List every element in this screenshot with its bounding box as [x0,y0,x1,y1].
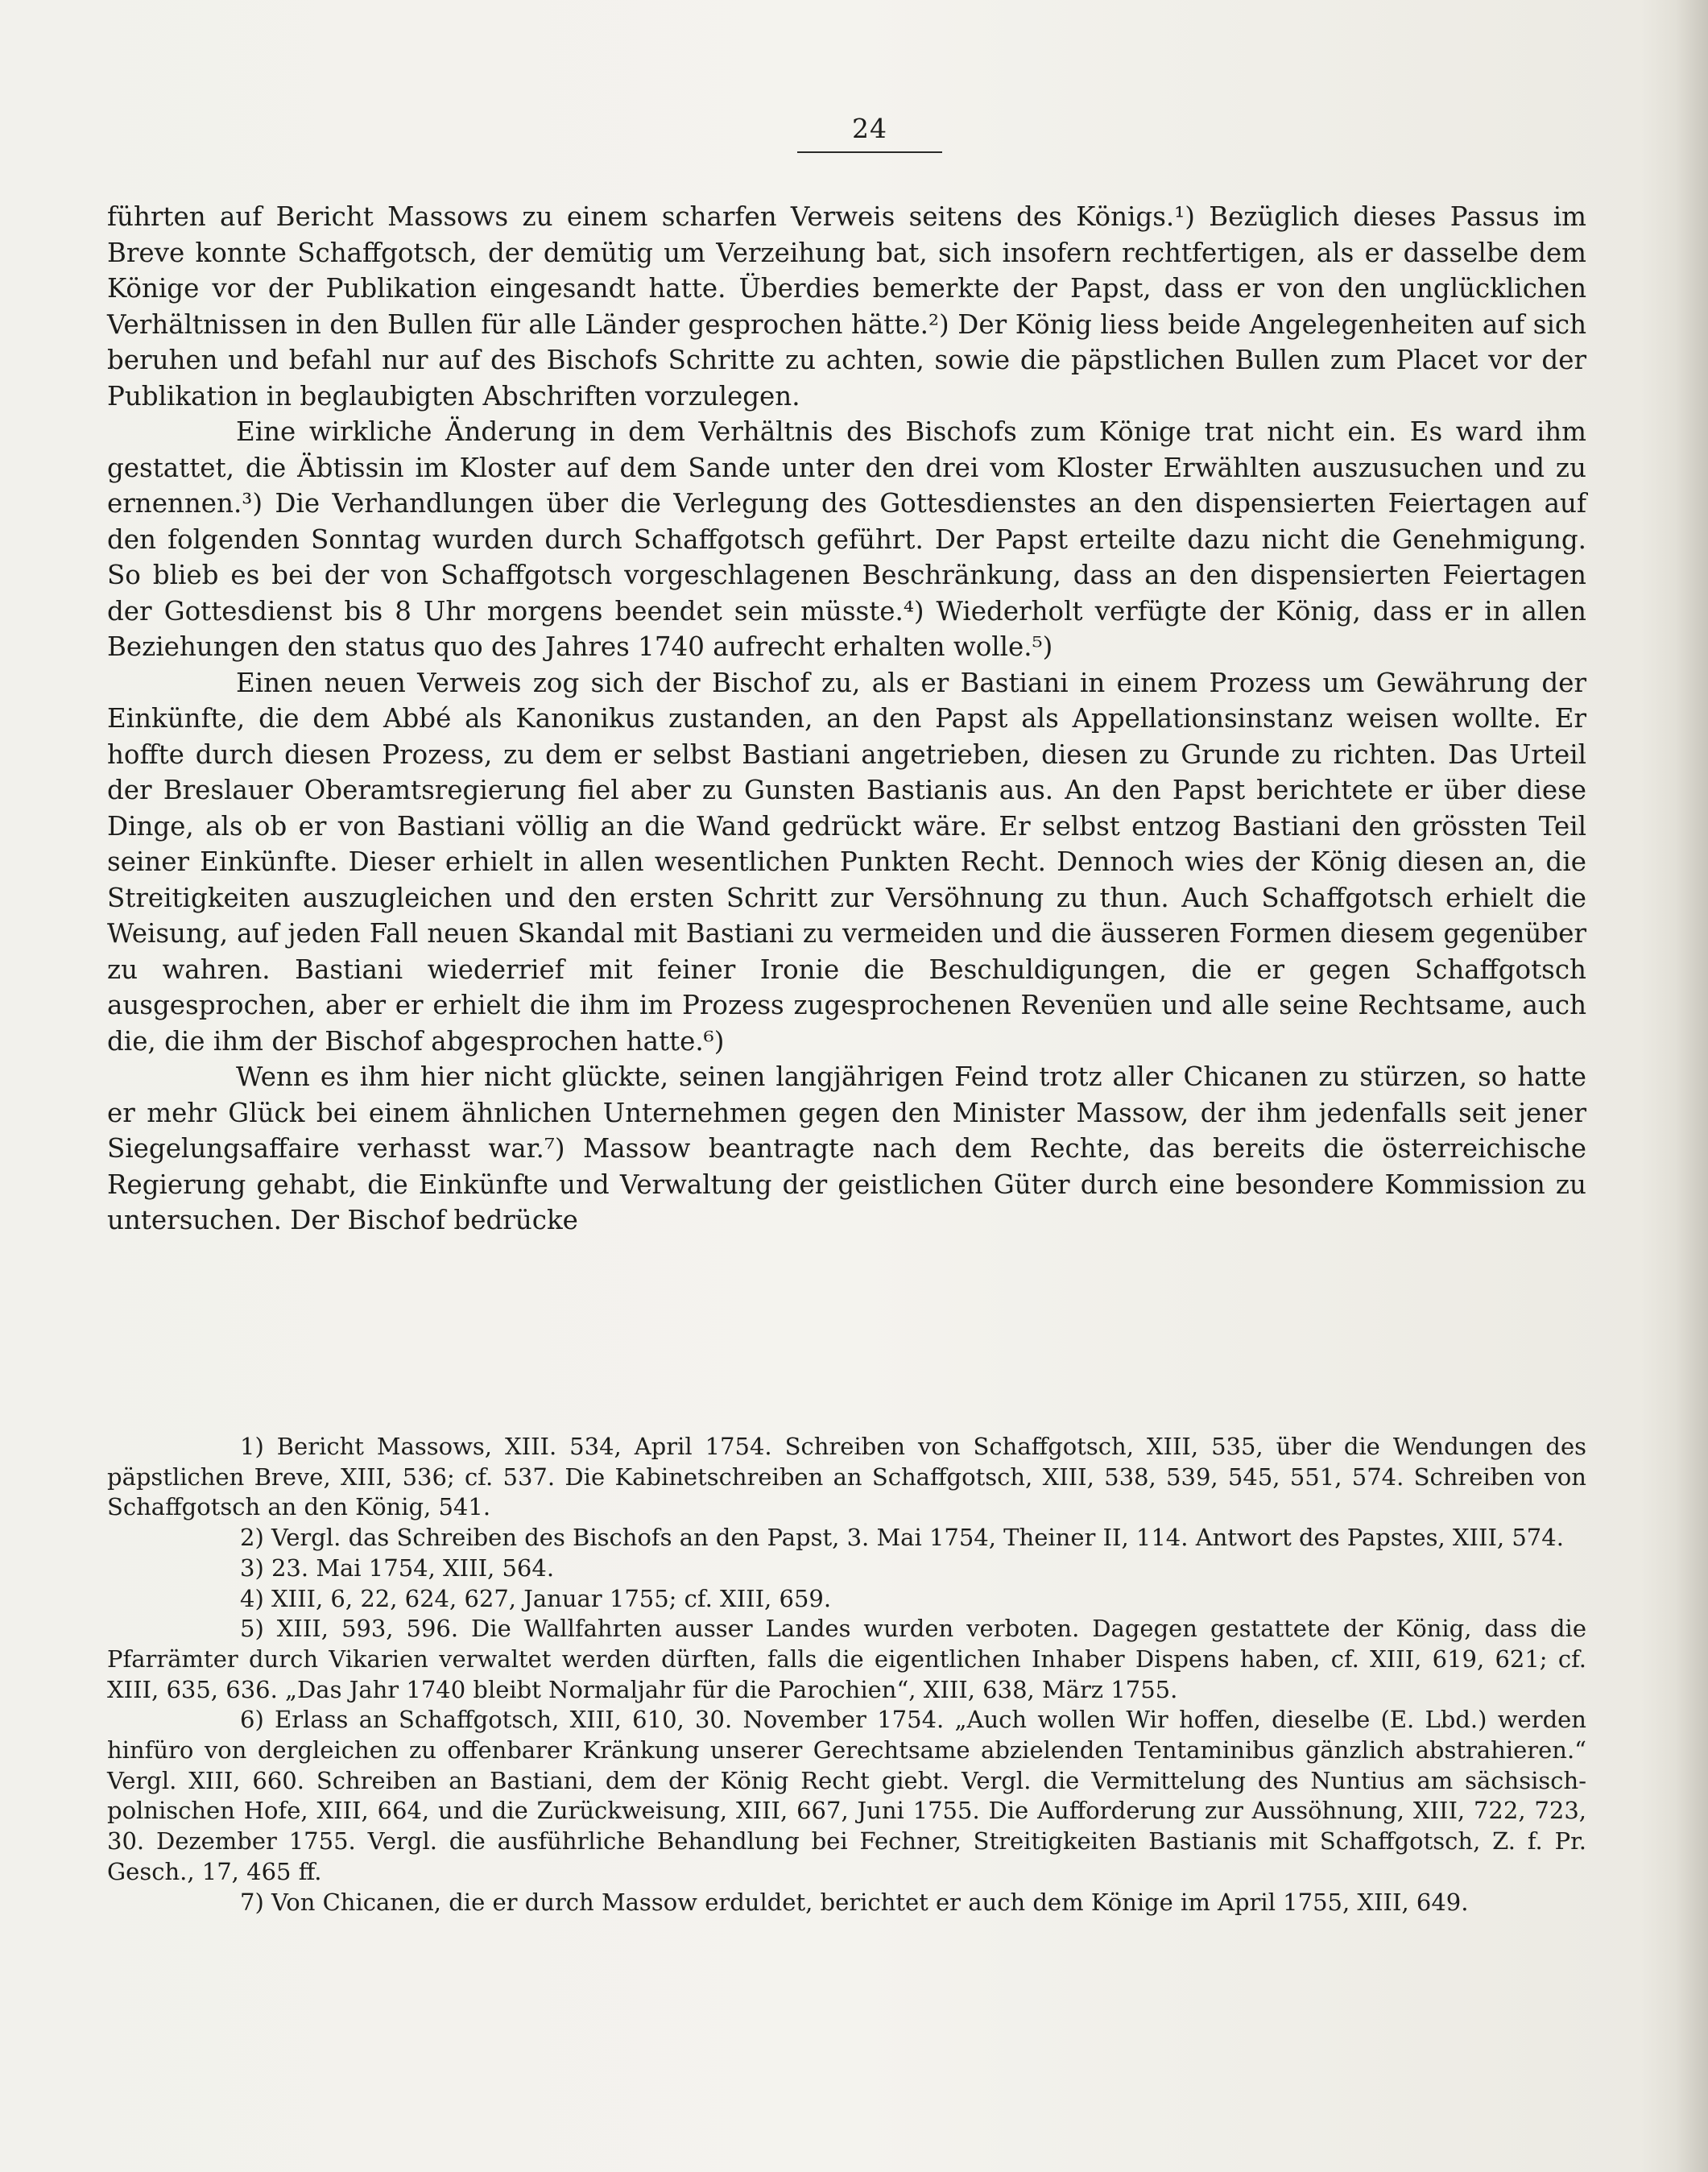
footnote-1: 1) Bericht Massows, XIII. 534, April 1754. Schreiben von Schaffgotsch, XIII, 535, über die Wendungen des päpstlichen Breve, XIII, 536; cf. 537. Die Kabinetschreiben an Schaffgotsch, XIII, 538, 539, 545, 551, 574. Schreiben von Schaffgotsch an den König, 541. [107,1433,1586,1521]
footnote-2: 2) Vergl. das Schreiben des Bischofs an den Papst, 3. Mai 1754, Theiner II, 114. Antwort des Papstes, XIII, 574. [240,1524,1564,1552]
page-edge-shadow [1676,0,1708,2172]
footnote-7: 7) Von Chicanen, die er durch Massow erduldet, berichtet er auch dem Könige im April 1755, XIII, 649. [240,1888,1469,1916]
paragraph-4: Wenn es ihm hier nicht glückte, seinen langjährigen Feind trotz aller Chicanen zu stürzen, so hatte er mehr Glück bei einem ähnlichen Unternehmen gegen den Minister Massow, der ihm jedenfalls seit jener Siegelungsaffaire verhasst war.⁷) Massow beantragte nach dem Rechte, das bereits die österreichische Regierung gehabt, die Einkünfte und Verwaltung der geistlichen Güter durch eine besondere Kommission zu untersuchen. Der Bischof bedrücke [107,1061,1586,1235]
footnote-6: 6) Erlass an Schaffgotsch, XIII, 610, 30. November 1754. „Auch wollen Wir hoffen, dieselbe (E. Lbd.) werden hinfüro von dergleichen zu offenbarer Kränkung unserer Gerechtsame abzielenden Tentaminibus gänzlich abstrahieren.“ Vergl. XIII, 660. Schreiben an Bastiani, dem der König Recht giebt. Vergl. die Vermittelung des Nuntius am sächsisch-polnischen Hofe, XIII, 664, und die Zurückweisung, XIII, 667, Juni 1755. Die Aufforderung zur Aussöhnung, XIII, 722, 723, 30. Dezember 1755. Vergl. die ausführliche Behandlung bei Fechner, Streitigkeiten Bastianis mit Schaffgotsch, Z. f. Pr. Gesch., 17, 465 ff. [107,1706,1586,1885]
main-text [107,199,1586,1239]
paragraph-1: führten auf Bericht Massows zu einem scharfen Verweis seitens des Königs.¹) Bezüglich dieses Passus im Breve konnte Schaffgotsch, der demütig um Verzeihung bat, sich insofern rechtfertigen, als er dasselbe dem Könige vor der Publikation eingesandt hatte. Überdies bemerkte der Papst, dass er von den unglücklichen Verhältnissen in den Bullen für alle Länder gesprochen hätte.²) Der König liess beide Angelegenheiten auf sich beruhen und befahl nur auf des Bischofs Schritte zu achten, sowie die päpstlichen Bullen zum Placet vor der Publikation in beglaubigten Abschriften vorzulegen. [107,201,1586,412]
paragraph-3: Einen neuen Verweis zog sich der Bischof zu, als er Bastiani in einem Prozess um Gewährung der Einkünfte, die dem Abbé als Kanonikus zustanden, an den Papst als Appellationsinstanz weisen wollte. Er hoffte durch diesen Prozess, zu dem er selbst Bastiani angetrieben, diesen zu Grunde zu richten. Das Urteil der Breslauer Oberamtsregierung fiel aber zu Gunsten Bastianis aus. An den Papst berichtete er über diese Dinge, als ob er von Bastiani völlig an die Wand gedrückt wäre. Er selbst entzog Bastiani den grössten Teil seiner Einkünfte. Dieser erhielt in allen wesentlichen Punkten Recht. Dennoch wies der König diesen an, die Streitigkeiten auszugleichen und den ersten Schritt zur Versöhnung zu thun. Auch Schaffgotsch erhielt die Weisung, auf jeden Fall neuen Skandal mit Bastiani zu vermeiden und die äusseren Formen diesem gegenüber zu wahren. Bastiani wiederrief mit feiner Ironie die Beschuldigungen, die er gegen Schaffgotsch ausgesprochen, aber er erhielt die ihm im Prozess zugesprochenen Revenüen und alle seine Rechtsame, auch die, die ihm der Bischof abgesprochen hatte.⁶) [107,667,1586,1057]
footnotes [107,1432,1586,1918]
footnote-5: 5) XIII, 593, 596. Die Wallfahrten ausser Landes wurden verboten. Dagegen gestattete der König, dass die Pfarrämter durch Vikarien verwaltet werden dürften, falls die eigentlichen Inhaber Dispens haben, cf. XIII, 619, 621; cf. XIII, 635, 636. „Das Jahr 1740 bleibt Normaljahr für die Parochien“, XIII, 638, März 1755. [107,1615,1586,1703]
paragraph-2: Eine wirkliche Änderung in dem Verhältnis des Bischofs zum Könige trat nicht ein. Es ward ihm gestattet, die Äbtissin im Kloster auf dem Sande unter den drei vom Kloster Erwählten auszusuchen und zu ernennen.³) Die Verhandlungen über die Verlegung des Gottesdienstes an den dispensierten Feiertagen auf den folgenden Sonntag wurden durch Schaffgotsch geführt. Der Papst erteilte dazu nicht die Genehmigung. So blieb es bei der von Schaffgotsch vorgeschlagenen Beschränkung, dass an den dispensierten Feiertagen der Gottesdienst bis 8 Uhr morgens beendet sein müsste.⁴) Wiederholt verfügte der König, dass er in allen Beziehungen den status quo des Jahres 1740 aufrecht erhalten wolle.⁵) [107,416,1586,662]
footnote-4: 4) XIII, 6, 22, 624, 627, Januar 1755; cf. XIII, 659. [240,1584,832,1612]
page-number: 24 [852,113,887,144]
footnote-3: 3) 23. Mai 1754, XIII, 564. [240,1553,555,1582]
page-number-rule [797,151,942,153]
